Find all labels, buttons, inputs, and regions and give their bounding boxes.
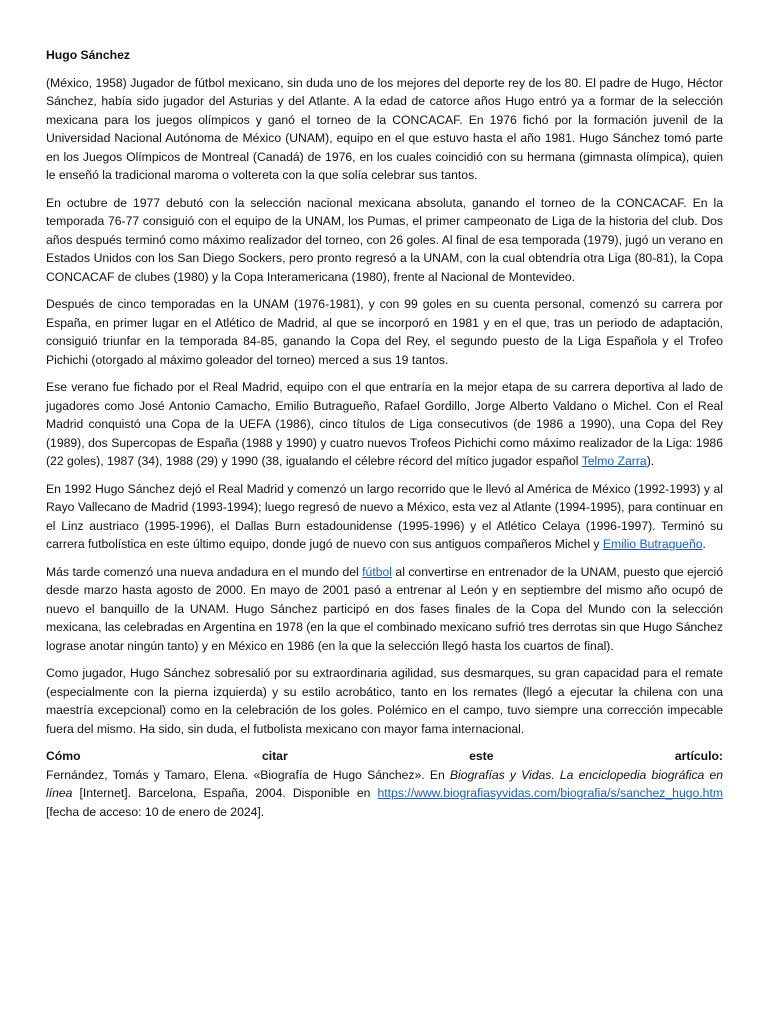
paragraph-text: Ese verano fue fichado por el Real Madrid, equipo con el que entraría en la mejor etapa de su carrera deportiva al lado de jugadores como José Antonio Camacho, Emilio Butragueño, Rafael Gordillo, Jorge Alberto Valdano o Michel. Con el Real Madrid conquistó una Copa de la UEFA (1986), cinco títulos de Liga consecutivos (de 1986 a 1990), una Copa del Rey (1989), dos Supercopas de España (1988 y 1990) y cuatro nuevos Trofeos Pichichi como máximo realizador de la Liga: 1986 (22 goles), 1987 (34), 1988 (29) y 1990 (38, igualando el célebre récord del mítico jugador español [46,380,723,468]
citation-work: Biografías y Vidas. La enciclopedia biográfica en línea [46,767,724,800]
citation-access-date: [fecha de acceso: 10 de enero de 2024]. [46,804,265,819]
citation-heading-word: artículo: [674,749,723,763]
paragraph-early-career: En octubre de 1977 debutó con la selección nacional mexicana absoluta, ganando el torneo de la CONCACAF. En la temporada 76-77 consiguió con el equipo de la UNAM, los Pumas, el primer campeonato de Liga de la historia del club. Dos años después terminó como máximo realizador del torneo, con 26 goles. Al final de esa temporada (1979), jugó un verano en Estados Unidos con los San Diego Sockers, pero pronto regresó a la UNAM, con la cual obtendría otra Liga (80-81), la Copa CONCACAF de clubes (1980) y la Copa Interamericana (1980), frente al Nacional de Montevideo. [46,195,723,284]
paragraph-text: En 1992 Hugo Sánchez dejó el Real Madrid y comenzó un largo recorrido que le llevó al América de México (1992-1993) y al Rayo Vallecano de Madrid (1993-1994); luego regresó de nuevo a México, esta vez al Atlante (1994-1995), para continuar en el Linz austriaco (1995-1996), el Dallas Burn estadounidense (1995-1996) y el Atlético Celaya (1996-1997). Terminó su carrera futbolística en este último equipo, donde jugó de nuevo con sus antiguos compañeros Michel y [46,481,723,551]
link-emilio-butragueno[interactable]: Emilio Butragueño [602,537,703,551]
citation-heading-word: Cómo [46,749,81,763]
citation-heading-word: este [469,749,494,763]
paragraph-text: Más tarde comenzó una nueva andadura en el mundo del [46,564,363,579]
link-telmo-zarra[interactable]: Telmo Zarra [581,454,647,468]
citation-authors: Fernández, Tomás y Tamaro, Elena. «Biografía de Hugo Sánchez». En [46,767,450,782]
citation-body [46,766,723,822]
link-futbol[interactable]: fútbol [362,564,392,579]
citation-publication: [Internet]. Barcelona, España, 2004. Disponible en [72,786,378,800]
paragraph-real-madrid [46,378,723,471]
citation-url-link[interactable]: https://www.biografiasyvidas.com/biografia/s/sanchez_hugo.htm [377,786,723,800]
paragraph-atletico: Después de cinco temporadas en la UNAM (1976-1981), y con 99 goles en su cuenta personal, comenzó su carrera por España, en primer lugar en el Atlético de Madrid, al que se incorporó en 1981 y en el que, tras un periodo de adaptación, consiguió triunfar en la temporada 84-85, ganando la Copa del Rey, el segundo puesto de la Liga Española y el Trofeo Pichichi (otorgado al máximo goleador del torneo) merced a sus 19 tantos. [46,297,723,367]
paragraph-text: ). [646,454,655,468]
paragraph-coaching [46,563,723,656]
paragraph-text: al convertirse en entrenador de la UNAM, puesto que ejerció desde marzo hasta agosto de 2000. En mayo de 2001 pasó a entrenar al León y en septiembre del mismo año ocupó de nuevo el banquillo de la UNAM. Hugo Sánchez participó en dos fases finales de la Copa del Mundo con la selección mexicana, las celebradas en Argentina en 1978 (en la que el combinado mexicano sufrió tres derrotas sin que Hugo Sánchez lograse anotar ningún tanto) y en México en 1986 (en la que la selección llegó hasta los cuartos de final). [46,564,723,653]
paragraph-intro: (México, 1958) Jugador de fútbol mexicano, sin duda uno de los mejores del deporte rey de los 80. El padre de Hugo, Héctor Sánchez, había sido jugador del Asturias y del Atlante. A la edad de catorce años Hugo entró ya a formar de la selección mexicana para los juegos olímpicos y ganó el torneo de la CONCACAF. En 1976 fichó por la formación juvenil de la Universidad Nacional Autónoma de México (UNAM), equipo en el que estuvo hasta el año 1981. Hugo Sánchez tomó parte en los Juegos Olímpicos de Montreal (Canadá) de 1976, en los cuales coincidió con su hermana (gimnasta olímpica), quien le enseñó la tradicional maroma o voltereta con la que solía celebrar sus tantos. [46,75,723,182]
citation-heading-word: citar [261,749,288,763]
citation-heading [46,747,723,766]
paragraph-legacy: Como jugador, Hugo Sánchez sobresalió por su extraordinaria agilidad, sus desmarques, su gran capacidad para el remate (especialmente con la pierna izquierda) y su estilo acrobático, tanto en los remates (llegó a ejecutar la chilena con una maestría excepcional) como en la celebración de los goles. Polémico en el campo, tuvo siempre una corrección impecable fuera del mismo. Ha sido, sin duda, el futbolista mexicano con mayor fama internacional. [46,666,723,736]
paragraph-later-clubs [46,480,723,554]
article-title: Hugo Sánchez [46,48,130,62]
paragraph-text: . [702,537,706,551]
